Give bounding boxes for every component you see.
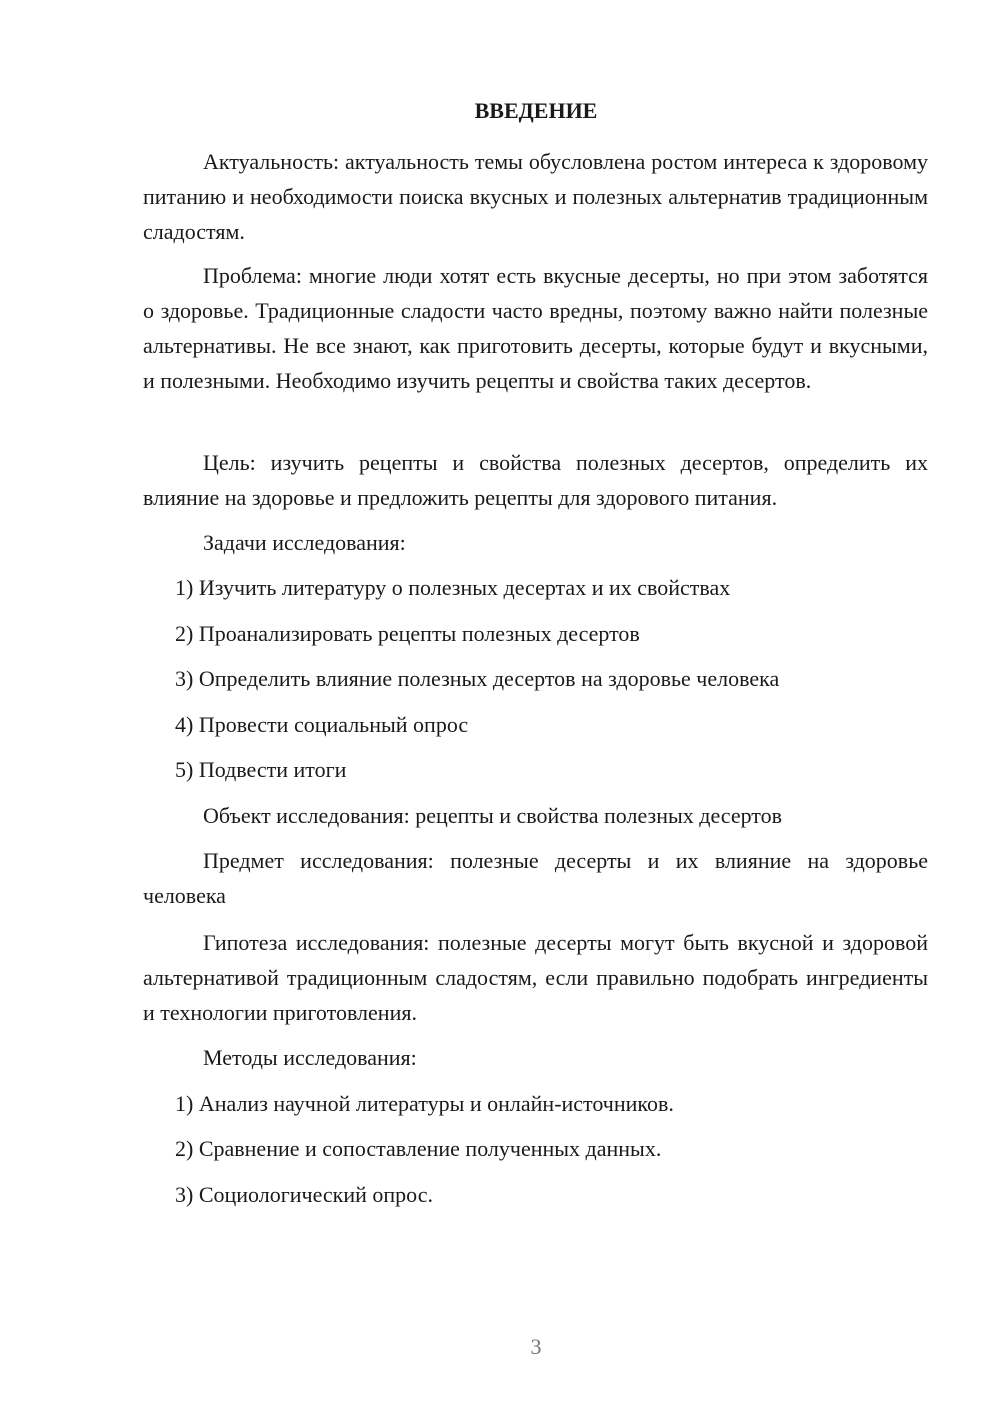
page-title: ВВЕДЕНИЕ	[474, 98, 598, 123]
list-item-task-4: 4) Провести социальный опрос	[175, 712, 469, 737]
list-item-method-2: 2) Сравнение и сопоставление полученных данных.	[175, 1136, 662, 1161]
paragraph-problem: Проблема: многие люди хотят есть вкусные десерты, но при этом заботятся о здоровье. Традиционные сладости часто вредны, поэтому важно найти полезные альтернативы. Не все знают, как приготовить десерты, которые будут и вкусными, и полезными. Необходимо изучить рецепты и свойства таких десертов.	[143, 263, 928, 393]
tasks-title: Задачи исследования:	[203, 530, 406, 555]
paragraph-hypothesis: Гипотеза исследования: полезные десерты могут быть вкусной и здоровой альтернативой традиционным сладостям, если правильно подобрать ингредиенты и технологии приготовления.	[143, 930, 928, 1025]
page-number: 3	[530, 1334, 542, 1359]
list-item-task-5: 5) Подвести итоги	[175, 757, 347, 782]
list-item-task-3: 3) Определить влияние полезных десертов на здоровье человека	[175, 666, 780, 691]
paragraph-object: Объект исследования: рецепты и свойства полезных десертов	[203, 803, 783, 828]
list-item-task-1: 1) Изучить литературу о полезных десертах и их свойствах	[175, 575, 731, 600]
paragraph-subject: Предмет исследования: полезные десерты и их влияние на здоровье человека	[143, 848, 928, 908]
paragraph-goal: Цель: изучить рецепты и свойства полезных десертов, определить их влияние на здоровье и предложить рецепты для здорового питания.	[143, 450, 928, 510]
methods-title: Методы исследования:	[203, 1045, 417, 1070]
list-item-method-3: 3) Социологический опрос.	[175, 1182, 433, 1207]
list-item-task-2: 2) Проанализировать рецепты полезных десертов	[175, 621, 640, 646]
list-item-method-1: 1) Анализ научной литературы и онлайн-источников.	[175, 1091, 674, 1116]
paragraph-relevance: Актуальность: актуальность темы обусловлена ростом интереса к здоровому питанию и необходимости поиска вкусных и полезных альтернатив традиционным сладостям.	[143, 149, 928, 244]
